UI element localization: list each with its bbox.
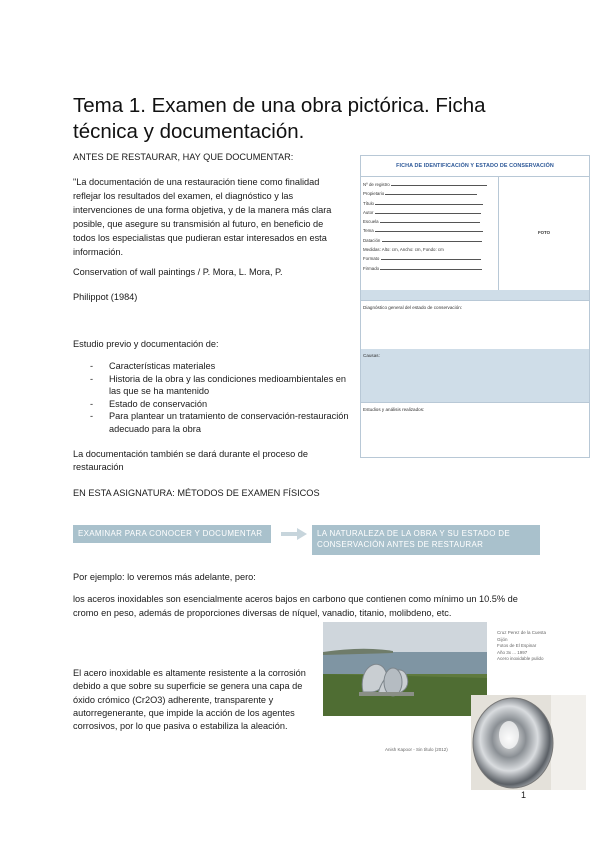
form-band [361, 290, 589, 300]
form-field: Formato [363, 254, 497, 263]
form-field: Propietario [363, 189, 497, 198]
list-item: - Estado de conservación [73, 398, 358, 411]
form-causes: Causas: [361, 349, 589, 402]
photo-caption: Cruz Perez de la Cuesta Gijón Fotos de El Espinar Año 3x ... 1997 Acero inoxidable pulido [497, 630, 547, 661]
form-studies: Estudios y análisis realizados: [361, 402, 589, 457]
steel-paragraph: los aceros inoxidables son esencialmente aceros bajos en carbono que contienen como mínimo un 10.5% de cromo en peso, además de proporciones diversas de níquel, vanadio, titanio, molibdeno, etc. [73, 594, 518, 618]
study-heading: Estudio previo y documentación de: [73, 339, 219, 349]
steel-resistance-paragraph: El acero inoxidable es altamente resistente a la corrosión debido a que sobre su superficie se genera una capa de óxido crómico (Cr2O3) adherente, transparente y autorregenerante, que impide la acción de los agentes corrosivos, por lo que pasiva o estabiliza la aleación. [73, 668, 306, 732]
form-measures: Medidas: Alto: cm, Ancho: cm, Fondo: cm [363, 247, 444, 253]
form-field: Escuela [363, 217, 497, 226]
form-photo-box: FOTO [498, 176, 589, 290]
form-field: Tema [363, 226, 497, 235]
subject-heading: EN ESTA ASIGNATURA: MÉTODOS DE EXAMEN FÍSICOS [73, 488, 320, 498]
arrow-right-icon [281, 528, 307, 540]
reference-line: Conservation of wall paintings / P. Mora, L. Mora, P. [73, 267, 283, 277]
form-field: Título [363, 199, 497, 208]
form-fields [363, 180, 497, 273]
list-item: - Características materiales [73, 360, 358, 373]
page-title: Tema 1. Examen de una obra pictórica. Ficha técnica y documentación. [73, 94, 486, 143]
form-field: Datación [363, 236, 497, 245]
quote-paragraph: "La documentación de una restauración tiene como finalidad reflejar los resultados del examen, el diagnóstico y las intervenciones de una forma objetiva, y de la manera más clara posible, que asegure su transmisión al futuro, en beneficio de todos los especialistas que pudieran estar interesados en esta información. [73, 177, 332, 257]
page-number: 1 [521, 790, 527, 800]
list-item: - Historia de la obra y las condiciones medioambientales en las que se ha mantenido [73, 373, 358, 398]
example-intro: Por ejemplo: lo veremos más adelante, pero: [73, 572, 256, 582]
intro-heading: ANTES DE RESTAURAR, HAY QUE DOCUMENTAR: [73, 152, 294, 162]
form-identification [361, 176, 589, 290]
banner-nature: LA NATURALEZA DE LA OBRA Y SU ESTADO DE CONSERVACIÓN ANTES DE RESTAURAR [312, 525, 540, 555]
mirror-sculpture-photo [471, 695, 586, 790]
form-field: Firmado [363, 264, 497, 273]
form-field: Nº de registro [363, 180, 497, 189]
photo-caption-2: Anish Kapoor - Sin título (2012) [385, 747, 448, 752]
conservation-form [360, 155, 590, 458]
form-diagnosis: Diagnóstico general del estado de conservación: [361, 300, 589, 350]
list-item: - Para plantear un tratamiento de conservación-restauración adecuado para la obra [73, 410, 358, 435]
form-header: FICHA DE IDENTIFICACIÓN Y ESTADO DE CONSERVACIÓN [361, 156, 589, 177]
banner-examine: EXAMINAR PARA CONOCER Y DOCUMENTAR [73, 525, 271, 543]
process-note: La documentación también se dará durante el proceso de restauración [73, 449, 308, 472]
reference-year: Philippot (1984) [73, 292, 138, 302]
sculpture-photo [323, 622, 487, 716]
form-field: Autor [363, 208, 497, 217]
study-list [73, 360, 358, 435]
